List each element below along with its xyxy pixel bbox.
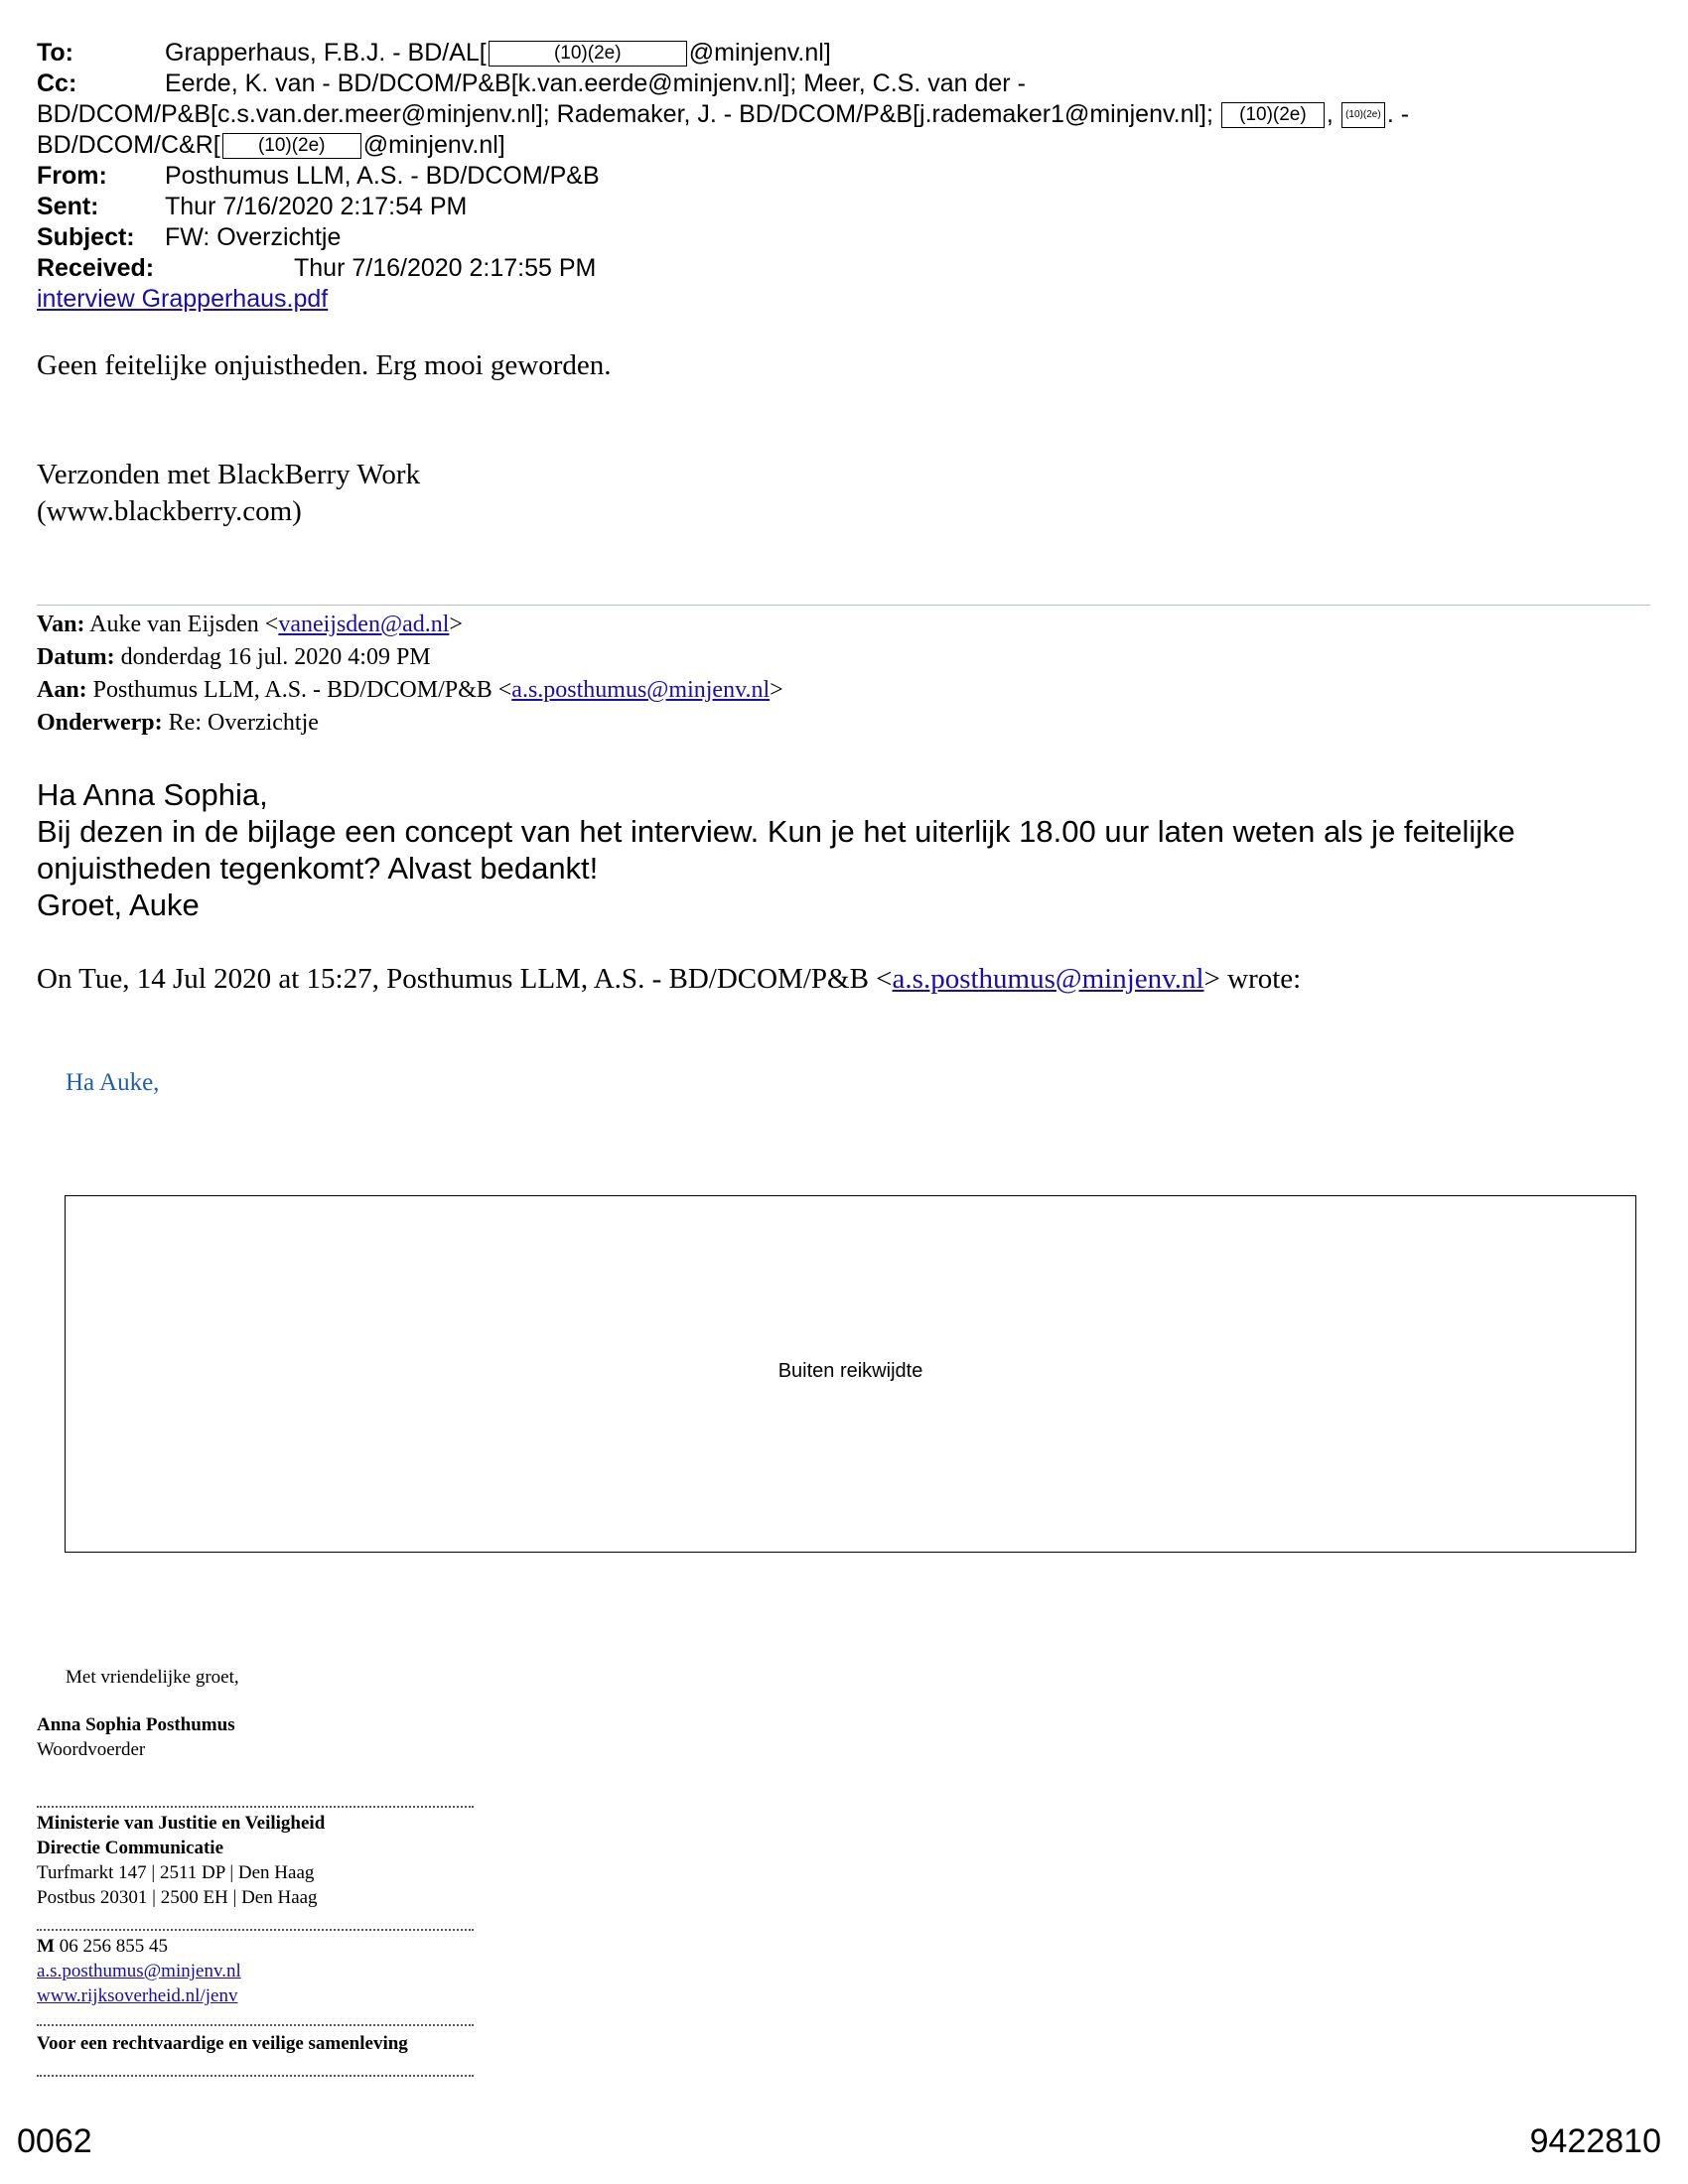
aan-label: Aan: (37, 677, 87, 703)
datum-value: donderdag 16 jul. 2020 4:09 PM (120, 644, 431, 670)
to-label: To: (37, 39, 74, 67)
aan-end: > (770, 677, 783, 703)
sig-mobile: 06 256 855 45 (59, 1936, 168, 1957)
van-name: Auke van Eijsden < (89, 612, 279, 637)
received-label: Received: (37, 254, 155, 282)
sig-role: Woordvoerder (37, 1739, 146, 1760)
sig-mobile-row (37, 1934, 168, 1959)
onderwerp-value: Re: Overzichtje (168, 710, 319, 736)
wrote-email-link[interactable]: a.s.posthumus@minjenv.nl (892, 963, 1204, 995)
out-of-scope-label: Buiten reikwijdte (777, 1360, 923, 1382)
attachment-row[interactable] (37, 284, 328, 315)
from-row (37, 161, 600, 192)
van-label: Van: (37, 612, 85, 637)
message-signoff: Groet, Auke (37, 887, 200, 922)
wrote-suffix: > wrote: (1203, 963, 1302, 995)
to-row (37, 38, 831, 68)
cc-line-3: BD/DCOM/C&R[ (37, 131, 220, 159)
wrote-prefix: On Tue, 14 Jul 2020 at 15:27, Posthumus LLM, A.S. - BD/DCOM/P&B < (37, 963, 893, 995)
sig-email-row[interactable] (37, 1959, 241, 1983)
sent-label: Sent: (37, 193, 99, 220)
aan-email-link[interactable]: a.s.posthumus@minjenv.nl (511, 677, 771, 703)
sig-divider (37, 2024, 474, 2026)
attachment-link[interactable]: interview Grapperhaus.pdf (37, 285, 329, 313)
sent-with-line: Verzonden met BlackBerry Work (37, 459, 421, 490)
redaction-box: (10)(2e) (222, 133, 361, 159)
sig-name: Anna Sophia Posthumus (37, 1714, 235, 1735)
cc-row-3 (37, 130, 505, 161)
quoted-onderwerp-row (37, 707, 319, 740)
sig-tagline: Voor een rechtvaardige en veilige samenleving (37, 2033, 408, 2054)
sig-web-row[interactable] (37, 1983, 237, 2008)
page-number: 0062 (17, 2122, 92, 2160)
cc-row (37, 68, 1026, 99)
subject-label: Subject: (37, 223, 135, 251)
from-label: From: (37, 162, 107, 190)
sig-mobile-label: M (37, 1936, 55, 1957)
cc-comma: , (1326, 100, 1334, 128)
sent-with-url: (www.blackberry.com) (37, 495, 302, 527)
cc-line-1: Eerde, K. van - BD/DCOM/P&B[k.van.eerde@minjenv.nl]; Meer, C.S. van der - (165, 69, 1026, 97)
subject-value: FW: Overzichtje (165, 223, 342, 251)
redaction-box: (10)(2e) (1341, 102, 1385, 128)
cc-line-2: BD/DCOM/P&B[c.s.van.der.meer@minjenv.nl]; Rademaker, J. - BD/DCOM/P&B[j.rademaker1@minjenv.nl]; (37, 100, 1213, 128)
quoted-datum-row (37, 641, 431, 674)
datum-label: Datum: (37, 644, 115, 670)
wrote-line (37, 963, 1301, 996)
sig-address-1: Turfmarkt 147 | 2511 DP | Den Haag (37, 1862, 315, 1883)
from-value: Posthumus LLM, A.S. - BD/DCOM/P&B (165, 162, 600, 190)
cc-line-3-end: @minjenv.nl] (362, 131, 505, 159)
to-value-end: @minjenv.nl] (688, 39, 831, 67)
sig-divider (37, 1806, 474, 1808)
message-line-2: Bij dezen in de bijlage een concept van het interview. Kun je het uiterlijk 18.00 uur laten weten als je feitelijke (37, 814, 1515, 849)
message-greeting: Ha Anna Sophia, (37, 777, 268, 812)
message-line-3: onjuistheden tegenkomt? Alvast bedankt! (37, 851, 599, 886)
earlier-greeting: Ha Auke, (66, 1069, 160, 1096)
quoted-aan-row (37, 674, 783, 707)
sig-web-link[interactable]: www.rijksoverheid.nl/jenv (37, 1985, 238, 2006)
redaction-box: (10)(2e) (1221, 102, 1325, 128)
subject-row (37, 222, 341, 253)
onderwerp-label: Onderwerp: (37, 710, 163, 736)
sig-org-2: Directie Communicatie (37, 1838, 224, 1858)
van-email-link[interactable]: vaneijsden@ad.nl (278, 612, 450, 637)
to-value: Grapperhaus, F.B.J. - BD/AL[ (165, 39, 487, 67)
sig-closing: Met vriendelijke groet, (66, 1667, 239, 1688)
sig-email-link[interactable]: a.s.posthumus@minjenv.nl (37, 1961, 241, 1981)
sent-row (37, 192, 467, 222)
cc-line-2-end: . - (1386, 100, 1410, 128)
received-value: Thur 7/16/2020 2:17:55 PM (294, 254, 597, 282)
document-id: 9422810 (1529, 2122, 1661, 2160)
quote-divider (37, 605, 1650, 606)
aan-name: Posthumus LLM, A.S. - BD/DCOM/P&B < (92, 677, 512, 703)
redaction-box: (10)(2e) (489, 41, 687, 67)
sig-divider (37, 2075, 474, 2077)
sent-value: Thur 7/16/2020 2:17:54 PM (165, 193, 468, 220)
van-end: > (449, 612, 463, 637)
cc-row-2 (37, 99, 1409, 130)
reply-text: Geen feitelijke onjuistheden. Erg mooi geworden. (37, 349, 612, 381)
out-of-scope-box (65, 1195, 1636, 1553)
sig-address-2: Postbus 20301 | 2500 EH | Den Haag (37, 1887, 318, 1908)
cc-label: Cc: (37, 69, 77, 97)
quoted-van-row (37, 609, 463, 641)
received-row (37, 253, 596, 284)
sig-org-1: Ministerie van Justitie en Veiligheid (37, 1813, 326, 1834)
sig-divider (37, 1929, 474, 1931)
